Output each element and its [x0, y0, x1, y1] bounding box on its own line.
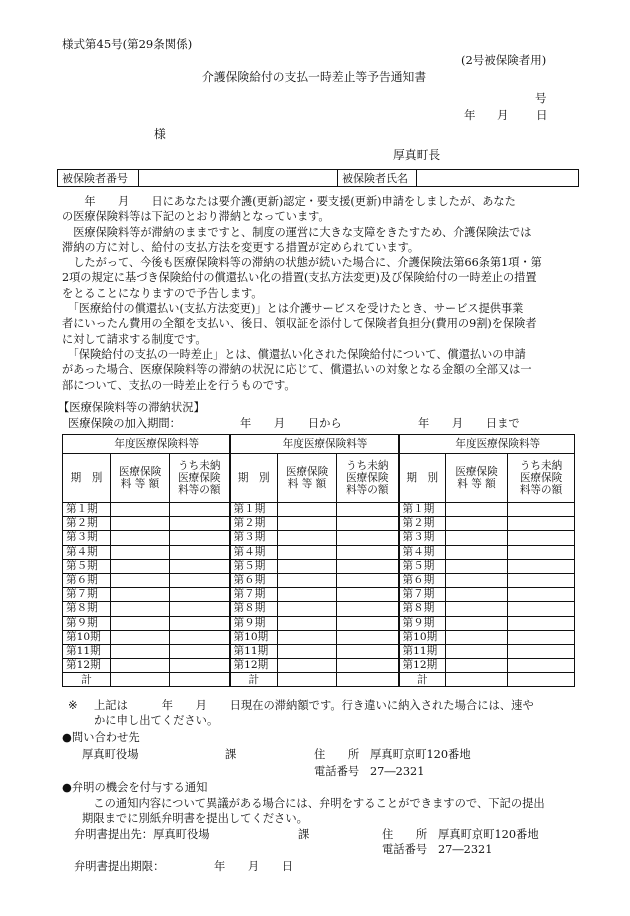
- unpaid-amount-cell[interactable]: [337, 503, 399, 517]
- header-text-line: 医療保険: [519, 472, 563, 484]
- note-mark: ※: [68, 699, 78, 712]
- total-unpaid-cell[interactable]: [508, 673, 575, 687]
- amount-cell[interactable]: [446, 559, 508, 573]
- document-title: 介護保険給付の支払一時差止等予告通知書: [202, 70, 427, 84]
- header-text-line: 料 等 額: [120, 478, 160, 490]
- unpaid-amount-cell[interactable]: [508, 545, 575, 559]
- unpaid-amount-cell[interactable]: [337, 559, 399, 573]
- submission-phone-value: 27―2321: [438, 843, 493, 856]
- period-cell: 第５期: [63, 559, 111, 573]
- unpaid-amount-cell[interactable]: [170, 531, 230, 545]
- period-cell: 第９期: [230, 616, 278, 630]
- unpaid-amount-cell[interactable]: [170, 644, 230, 658]
- total-label-cell: 計: [230, 673, 278, 687]
- period-cell: 第６期: [399, 573, 446, 587]
- unpaid-amount-cell[interactable]: [337, 545, 399, 559]
- text-line: 「保険給付の支払の一時差止」とは、償還払い化された保険給付について、償還払いの申請: [62, 347, 526, 361]
- table-row: [63, 602, 575, 616]
- table-row: [63, 630, 575, 644]
- amount-cell[interactable]: [278, 517, 337, 531]
- unpaid-amount-cell[interactable]: [170, 616, 230, 630]
- enrollment-period-from: 年 月 日から: [240, 417, 342, 430]
- issue-date-month: 月: [497, 108, 509, 122]
- insured-name-field[interactable]: [417, 170, 579, 187]
- submission-section-label: 課: [298, 828, 310, 841]
- insured-number-field[interactable]: [139, 170, 338, 187]
- period-cell: 第７期: [230, 588, 278, 602]
- table-row: [63, 616, 575, 630]
- unpaid-amount-cell[interactable]: [508, 503, 575, 517]
- unpaid-amount-cell[interactable]: [508, 644, 575, 658]
- enrollment-period-to: 年 月 日まで: [418, 417, 520, 430]
- unpaid-amount-cell[interactable]: [508, 531, 575, 545]
- amount-cell[interactable]: [278, 616, 337, 630]
- text-line: の医療保険料等は下記のとおり滞納となっています。: [62, 210, 330, 224]
- amount-cell[interactable]: [111, 588, 170, 602]
- deadline-label: 弁明書提出期限：: [74, 860, 165, 873]
- header-text-line: 医療保険: [285, 466, 329, 478]
- amount-cell[interactable]: [446, 602, 508, 616]
- document-number-label: 号: [535, 91, 547, 105]
- opportunity-heading: ●弁明の機会を付与する通知: [62, 781, 208, 794]
- note-line-1: 上記は 年 月 日現在の滞納額です。行き違いに納入された場合には、速や: [94, 699, 534, 712]
- period-column-header: 期 別: [63, 454, 111, 503]
- paragraph-2: [62, 225, 578, 256]
- text-line: 滞納の方に対し、給付の支払方法を変更する措置が定められています。: [62, 240, 420, 254]
- amount-cell[interactable]: [278, 573, 337, 587]
- total-label-cell: 計: [399, 673, 446, 687]
- period-cell: 第１期: [63, 503, 111, 517]
- header-text-line: 医療保険: [178, 472, 221, 484]
- fiscal-year-group-header: 年度医療保険料等: [399, 435, 575, 454]
- text-line: 者にいったん費用の全額を支払い、後日、領収証を添付して保険者負担分(費用の9割)を保険者: [62, 317, 537, 331]
- unpaid-amount-cell[interactable]: [170, 602, 230, 616]
- opportunity-line-2: 期限までに別紙弁明書を提出してください。: [82, 812, 308, 825]
- paragraph-4: [62, 301, 578, 347]
- unpaid-amount-cell[interactable]: [508, 517, 575, 531]
- amount-cell[interactable]: [446, 573, 508, 587]
- unpaid-amount-cell[interactable]: [170, 517, 230, 531]
- issuer-name: 厚真町長: [393, 148, 441, 162]
- contact-section-label: 課: [225, 748, 237, 761]
- notice-body: [62, 194, 578, 393]
- table-total-row: [63, 673, 575, 687]
- period-cell: 第２期: [63, 517, 111, 531]
- table-row: [63, 531, 575, 545]
- period-cell: 第９期: [63, 616, 111, 630]
- period-cell: 第３期: [230, 531, 278, 545]
- text-line: したがって、今後も医療保険料等の滞納の状態が続いた場合に、介護保険法第66条第1項・第: [62, 256, 542, 270]
- amount-cell[interactable]: [446, 644, 508, 658]
- table-row: [63, 644, 575, 658]
- unpaid-amount-cell[interactable]: [337, 616, 399, 630]
- amount-cell[interactable]: [111, 573, 170, 587]
- unpaid-amount-cell[interactable]: [337, 630, 399, 644]
- period-cell: 第10期: [230, 630, 278, 644]
- amount-cell[interactable]: [111, 559, 170, 573]
- period-cell: 第４期: [63, 545, 111, 559]
- fiscal-year-group-header: 年度医療保険料等: [63, 435, 230, 454]
- amount-cell[interactable]: [111, 616, 170, 630]
- amount-column-header: [111, 454, 170, 503]
- premium-arrears-table: [62, 434, 575, 687]
- insured-type-label: (2号被保険者用): [461, 53, 547, 67]
- unpaid-column-header: [508, 454, 575, 503]
- unpaid-amount-cell[interactable]: [508, 659, 575, 673]
- addressee-suffix: 様: [154, 127, 166, 141]
- period-cell: 第３期: [63, 531, 111, 545]
- amount-cell[interactable]: [446, 630, 508, 644]
- note-line-2: かに申し出てください。: [94, 714, 219, 727]
- table-row: [63, 588, 575, 602]
- period-cell: 第８期: [399, 602, 446, 616]
- paragraph-5: [62, 347, 578, 393]
- unpaid-amount-cell[interactable]: [508, 588, 575, 602]
- period-cell: 第２期: [399, 517, 446, 531]
- amount-cell[interactable]: [446, 659, 508, 673]
- unpaid-amount-cell[interactable]: [170, 659, 230, 673]
- period-cell: 第５期: [399, 559, 446, 573]
- amount-cell[interactable]: [111, 531, 170, 545]
- amount-cell[interactable]: [446, 503, 508, 517]
- period-column-header: 期 別: [230, 454, 278, 503]
- amount-cell[interactable]: [278, 559, 337, 573]
- amount-column-header: [278, 454, 337, 503]
- header-text-line: 料等の額: [178, 484, 221, 496]
- period-cell: 第８期: [63, 602, 111, 616]
- amount-cell[interactable]: [278, 659, 337, 673]
- header-text-line: 医療保険: [118, 466, 162, 478]
- unpaid-amount-cell[interactable]: [337, 602, 399, 616]
- unpaid-amount-cell[interactable]: [508, 616, 575, 630]
- unpaid-amount-cell[interactable]: [337, 644, 399, 658]
- unpaid-column-header: [337, 454, 399, 503]
- paragraph-1: [62, 194, 578, 225]
- table-row: [63, 517, 575, 531]
- unpaid-amount-cell[interactable]: [337, 588, 399, 602]
- amount-cell[interactable]: [446, 517, 508, 531]
- table-column-header-row: [63, 454, 575, 503]
- period-cell: 第11期: [230, 644, 278, 658]
- amount-column-header: [446, 454, 508, 503]
- amount-cell[interactable]: [111, 517, 170, 531]
- table-row: [63, 659, 575, 673]
- period-cell: 第７期: [63, 588, 111, 602]
- total-amount-cell[interactable]: [446, 673, 508, 687]
- unpaid-amount-cell[interactable]: [337, 573, 399, 587]
- amount-cell[interactable]: [111, 602, 170, 616]
- submission-phone-label: 電話番号: [382, 843, 428, 856]
- table-row: [63, 559, 575, 573]
- submission-address-label: 住 所: [382, 828, 428, 841]
- fiscal-year-group-header: 年度医療保険料等: [230, 435, 399, 454]
- text-line: をとることになりますので予告します。: [62, 286, 263, 300]
- unpaid-amount-cell[interactable]: [508, 559, 575, 573]
- period-cell: 第７期: [399, 588, 446, 602]
- period-column-header: 期 別: [399, 454, 446, 503]
- unpaid-amount-cell[interactable]: [170, 559, 230, 573]
- total-amount-cell[interactable]: [111, 673, 170, 687]
- submission-office: 弁明書提出先：厚真町役場: [74, 828, 210, 841]
- unpaid-amount-cell[interactable]: [508, 630, 575, 644]
- amount-cell[interactable]: [278, 545, 337, 559]
- period-cell: 第３期: [399, 531, 446, 545]
- unpaid-amount-cell[interactable]: [170, 545, 230, 559]
- deadline-date: 年 月 日: [214, 860, 294, 873]
- period-cell: 第11期: [63, 644, 111, 658]
- amount-cell[interactable]: [111, 630, 170, 644]
- period-cell: 第12期: [63, 659, 111, 673]
- amount-cell[interactable]: [446, 616, 508, 630]
- period-cell: 第６期: [230, 573, 278, 587]
- table-row: [63, 545, 575, 559]
- unpaid-amount-cell[interactable]: [337, 531, 399, 545]
- status-heading: 【医療保険料等の滞納状況】: [58, 401, 205, 414]
- unpaid-amount-cell[interactable]: [170, 588, 230, 602]
- form-number: 様式第45号(第29条関係): [62, 37, 193, 51]
- opportunity-line-1: この通知内容について異議がある場合には、弁明をすることができますので、下記の提出: [82, 797, 545, 810]
- total-unpaid-cell[interactable]: [337, 673, 399, 687]
- issue-date-day: 日: [536, 108, 548, 122]
- period-cell: 第９期: [399, 616, 446, 630]
- period-cell: 第２期: [230, 517, 278, 531]
- period-cell: 第11期: [399, 644, 446, 658]
- period-cell: 第10期: [399, 630, 446, 644]
- unpaid-amount-cell[interactable]: [337, 517, 399, 531]
- contact-address-value: 厚真町京町120番地: [370, 748, 471, 761]
- header-text-line: 料 等 額: [457, 478, 496, 490]
- header-text-line: うち未納: [519, 460, 563, 472]
- period-cell: 第12期: [399, 659, 446, 673]
- table-group-header-row: [63, 435, 575, 454]
- insured-id-table: [57, 169, 579, 187]
- paragraph-3: [62, 255, 578, 301]
- header-text-line: 料等の額: [519, 484, 563, 496]
- insured-name-label: 被保険者氏名: [338, 170, 417, 187]
- text-line: があった場合、医療保険料等の滞納の状況に応じて、償還払いの対象となる金額の全部又は一: [62, 363, 532, 377]
- table-row: [63, 503, 575, 517]
- amount-cell[interactable]: [278, 531, 337, 545]
- period-cell: 第１期: [230, 503, 278, 517]
- amount-cell[interactable]: [278, 602, 337, 616]
- period-cell: 第４期: [399, 545, 446, 559]
- insured-number-label: 被保険者番号: [58, 170, 139, 187]
- unpaid-column-header: [170, 454, 230, 503]
- unpaid-amount-cell[interactable]: [508, 602, 575, 616]
- contact-address-label: 住 所: [314, 748, 360, 761]
- amount-cell[interactable]: [446, 531, 508, 545]
- contact-office: 厚真町役場: [82, 748, 139, 761]
- header-text-line: 医療保険: [346, 472, 389, 484]
- text-line: 「医療給付の償還払い(支払方法変更)」とは介護サービスを受けたとき、サービス提供事業: [62, 302, 524, 316]
- text-line: 2項の規定に基づき保険給付の償還払い化の措置(支払方法変更)及び保険給付の一時差止の措置: [62, 271, 537, 285]
- amount-cell[interactable]: [278, 588, 337, 602]
- total-amount-cell[interactable]: [278, 673, 337, 687]
- amount-cell[interactable]: [278, 644, 337, 658]
- header-text-line: うち未納: [346, 460, 389, 472]
- period-cell: 第５期: [230, 559, 278, 573]
- text-line: に対して請求する制度です。: [62, 332, 207, 346]
- unpaid-amount-cell[interactable]: [170, 573, 230, 587]
- unpaid-amount-cell[interactable]: [170, 503, 230, 517]
- header-text-line: 医療保険: [455, 466, 498, 478]
- period-cell: 第10期: [63, 630, 111, 644]
- period-cell: 第１期: [399, 503, 446, 517]
- amount-cell[interactable]: [111, 644, 170, 658]
- contact-phone-value: 27―2321: [370, 765, 425, 778]
- period-cell: 第６期: [63, 573, 111, 587]
- table-row: [63, 573, 575, 587]
- unpaid-amount-cell[interactable]: [508, 573, 575, 587]
- unpaid-amount-cell[interactable]: [337, 659, 399, 673]
- contact-heading: ●問い合わせ先: [62, 731, 140, 744]
- contact-phone-label: 電話番号: [314, 765, 360, 778]
- header-text-line: うち未納: [178, 460, 221, 472]
- amount-cell[interactable]: [111, 659, 170, 673]
- submission-address-value: 厚真町京町120番地: [438, 828, 539, 841]
- issue-date-year: 年: [464, 108, 476, 122]
- amount-cell[interactable]: [446, 588, 508, 602]
- unpaid-amount-cell[interactable]: [170, 630, 230, 644]
- amount-cell[interactable]: [278, 503, 337, 517]
- header-text-line: 料 等 額: [287, 478, 327, 490]
- total-unpaid-cell[interactable]: [170, 673, 230, 687]
- amount-cell[interactable]: [111, 545, 170, 559]
- period-cell: 第８期: [230, 602, 278, 616]
- header-text-line: 料等の額: [346, 484, 389, 496]
- text-line: 年 月 日にあなたは要介護(更新)認定・要支援(更新)申請をしましたが、あなた: [62, 195, 516, 208]
- amount-cell[interactable]: [446, 545, 508, 559]
- period-cell: 第４期: [230, 545, 278, 559]
- amount-cell[interactable]: [111, 503, 170, 517]
- period-cell: 第12期: [230, 659, 278, 673]
- amount-cell[interactable]: [278, 630, 337, 644]
- total-label-cell: 計: [63, 673, 111, 687]
- enrollment-period-label: 医療保険の加入期間：: [68, 417, 181, 430]
- text-line: 医療保険料等が滞納のままですと、制度の運営に大きな支障をきたすため、介護保険法では: [62, 225, 532, 239]
- text-line: 部について、支払の一時差止を行うものです。: [62, 378, 296, 392]
